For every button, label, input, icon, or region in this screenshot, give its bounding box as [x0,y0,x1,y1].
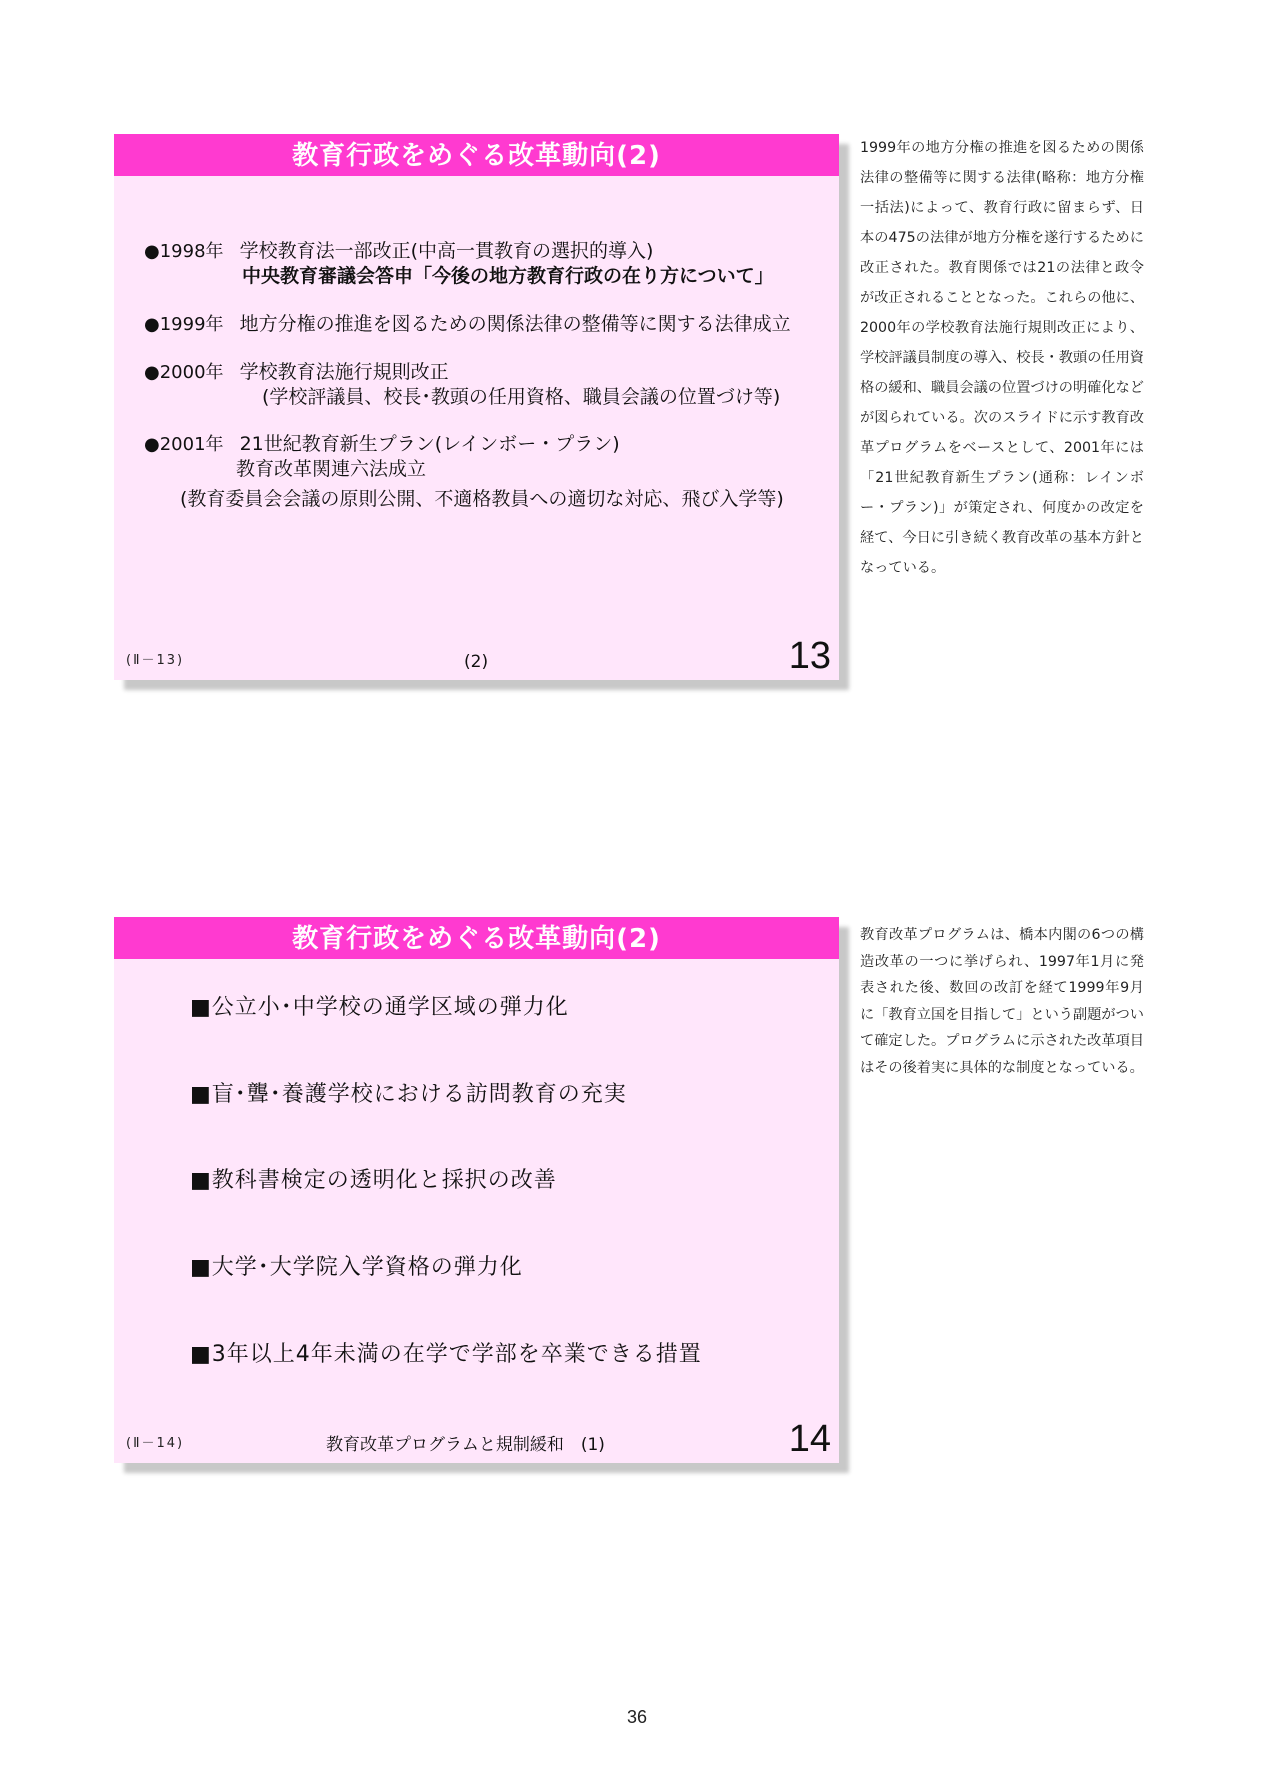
item-line: 学校教育法施行規則改正 [239,361,449,383]
slide-subtitle: 教育改革プログラムと規制緩和 (1) [326,1435,605,1455]
item-year: ●2001年 [144,434,224,455]
item-line: 中央教育審議会答申「今後の地方教育行政の在り方について」 [242,265,774,287]
page-number: 36 [626,1707,648,1727]
reform-item: ■盲･聾･養護学校における訪問教育の充実 [190,1082,627,1107]
item-line: 教育改革関連六法成立 [236,458,427,480]
slide-13 [114,134,839,680]
item-year: ●2000年 [144,362,224,383]
reform-item: ■教科書検定の透明化と採択の改善 [190,1168,557,1193]
reform-item: ■3年以上4年未満の在学で学部を卒業できる措置 [190,1342,702,1367]
item-line: 地方分権の推進を図るための関係法律の整備等に関する法律成立 [239,313,791,335]
timeline-item-2000 [144,360,780,409]
slide-13-notes: 1999年の地方分権の推進を図るための関係法律の整備等に関する法律(略称：地方分権一括法)によって、教育行政に留まらず、日本の475の法律が地方分権を遂行するために改正された。教育関係では21の法律と政令が改正されることとなった。これらの他に、2000年の学校教育法施行規則改正により、学校評議員制度の導入、校長・教頭の任用資格の緩和、職員会議の位置づけの明確化などが図られている。次のスライドに示す教育改革プログラムをベースとして、2001年には「21世紀教育新生プラン(通称：レインボー・プラン)」が策定され、何度かの改定を経て、今日に引き続く教育改革の基本方針となっている。 [860,140,1144,576]
slide-number: 14 [788,1418,831,1460]
slide-14 [114,917,839,1463]
slide-subtitle: (2) [464,652,489,672]
reform-item: ■公立小･中学校の通学区域の弾力化 [190,995,569,1020]
slide-title: 教育行政をめぐる改革動向(2) [114,134,839,176]
item-year: ●1998年 [144,241,224,262]
item-line: 学校教育法一部改正(中高一貫教育の選択的導入) [239,240,654,262]
timeline-item-1999 [144,312,791,337]
slide-code: (Ⅱ－13) [126,653,185,668]
slide-14-notes: 教育改革プログラムは、橋本内閣の6つの構造改革の一つに挙げられ、1997年1月に発表された後、数回の改訂を経て1999年9月に「教育立国を目指して」という副題がついて確定した。プログラムに示された改革項目はその後着実に具体的な制度となっている。 [860,927,1144,1076]
reform-item: ■大学･大学院入学資格の弾力化 [190,1255,523,1280]
timeline-item-2001 [144,432,784,511]
item-line: (学校評議員、校長･教頭の任用資格、職員会議の位置づけ等) [262,386,781,408]
slide-title: 教育行政をめぐる改革動向(2) [114,917,839,959]
slide-number: 13 [788,635,831,677]
timeline-item-1998 [144,239,774,288]
item-line: 21世紀教育新生プラン(レインボー・プラン) [239,433,620,455]
slide-code: (Ⅱ－14) [126,1436,185,1451]
item-year: ●1999年 [144,314,224,335]
item-line: (教育委員会会議の原則公開、不適格教員への適切な対応、飛び入学等) [180,488,784,510]
